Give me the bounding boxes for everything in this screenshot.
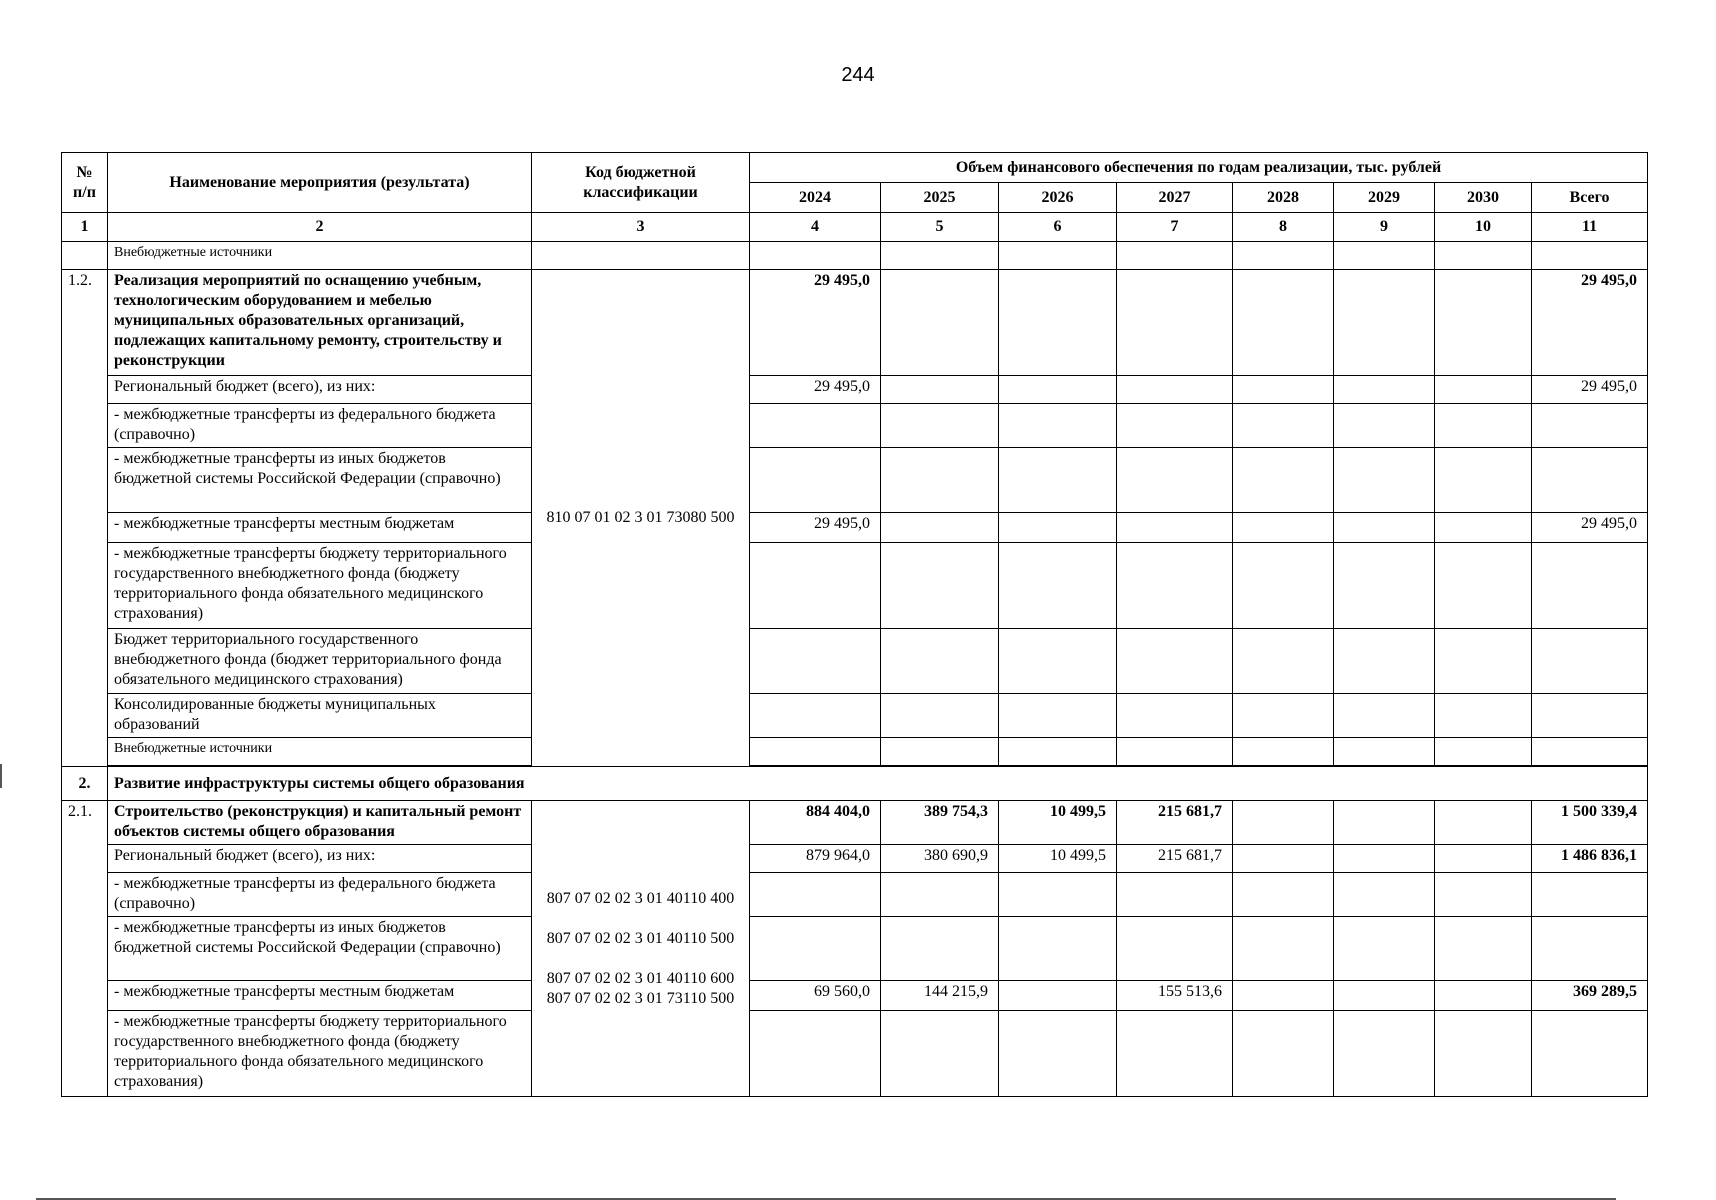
header-year-2027: 2027 — [1117, 183, 1233, 213]
value-2027: 155 513,6 — [1117, 981, 1233, 1011]
header-year-2030: 2030 — [1435, 183, 1532, 213]
value-2024: 29 495,0 — [750, 513, 881, 543]
table-row — [62, 694, 1648, 738]
value-total: 369 289,5 — [1532, 981, 1648, 1011]
table-row — [62, 543, 1648, 629]
value-2024: 29 495,0 — [750, 270, 881, 376]
column-numbers-row — [62, 213, 1648, 242]
value-2024: 69 560,0 — [750, 981, 881, 1011]
table-row — [62, 376, 1648, 404]
row-name: - межбюджетные трансферты бюджету территориального государственного внебюджетного фонда (бюджету территориального фонда обязательного медицинского страхования) — [108, 543, 532, 629]
budget-code: 810 07 01 02 3 01 73080 500 — [532, 270, 750, 767]
table-row — [62, 513, 1648, 543]
table-row — [62, 270, 1648, 376]
table-row — [62, 242, 1648, 270]
col-number: 6 — [999, 213, 1117, 242]
row-number: 2. — [62, 767, 108, 801]
scan-edge-mark — [0, 764, 2, 788]
value-2027: 215 681,7 — [1117, 801, 1233, 845]
row-name: Консолидированные бюджеты муниципальных образований — [108, 694, 532, 738]
row-name: - межбюджетные трансферты бюджету территориального государственного внебюджетного фонда (бюджету территориального фонда обязательного медицинского страхования) — [108, 1011, 532, 1097]
value-2026: 10 499,5 — [999, 845, 1117, 873]
row-name: - межбюджетные трансферты из иных бюджетов бюджетной системы Российской Федерации (справочно) — [108, 448, 532, 513]
row-name: Реализация мероприятий по оснащению учебным, технологическим оборудованием и мебелью муниципальных образовательных организаций, подлежащих капитальному ремонту, строительству и реконструкции — [108, 270, 532, 376]
col-number: 5 — [881, 213, 999, 242]
table-row — [62, 873, 1648, 917]
table-row — [62, 448, 1648, 513]
header-name: Наименование мероприятия (результата) — [108, 153, 532, 213]
value-2025: 380 690,9 — [881, 845, 999, 873]
row-name: - межбюджетные трансферты из федерального бюджета (справочно) — [108, 404, 532, 448]
value-2027: 215 681,7 — [1117, 845, 1233, 873]
col-number: 4 — [750, 213, 881, 242]
value-total: 29 495,0 — [1532, 376, 1648, 404]
table-row — [62, 981, 1648, 1011]
section-row — [62, 767, 1648, 801]
value-2024: 884 404,0 — [750, 801, 881, 845]
header-year-2024: 2024 — [750, 183, 881, 213]
row-name: - межбюджетные трансферты из иных бюджетов бюджетной системы Российской Федерации (справочно) — [108, 917, 532, 981]
section-title: Развитие инфраструктуры системы общего образования — [108, 767, 1648, 801]
header-year-2028: 2028 — [1233, 183, 1334, 213]
header-code: Код бюджетной классификации — [532, 153, 750, 213]
row-number: 2.1. — [62, 801, 108, 1097]
header-total: Всего — [1532, 183, 1648, 213]
value-total: 29 495,0 — [1532, 270, 1648, 376]
header-volume: Объем финансового обеспечения по годам реализации, тыс. рублей — [750, 153, 1648, 183]
page-number: 244 — [841, 64, 875, 86]
budget-table — [61, 152, 1648, 1097]
header-year-2025: 2025 — [881, 183, 999, 213]
header-year-2029: 2029 — [1334, 183, 1435, 213]
col-number: 11 — [1532, 213, 1648, 242]
col-number: 2 — [108, 213, 532, 242]
col-number: 9 — [1334, 213, 1435, 242]
col-number: 3 — [532, 213, 750, 242]
row-name: Внебюджетные источники — [108, 738, 532, 766]
row-name: Строительство (реконструкция) и капитальный ремонт объектов системы общего образования — [108, 801, 532, 845]
value-2025: 144 215,9 — [881, 981, 999, 1011]
value-total: 1 500 339,4 — [1532, 801, 1648, 845]
header-year-2026: 2026 — [999, 183, 1117, 213]
table-row — [62, 801, 1648, 845]
col-number: 1 — [62, 213, 108, 242]
table-row — [62, 404, 1648, 448]
table-row — [62, 845, 1648, 873]
row-name: Внебюджетные источники — [108, 242, 532, 270]
table-row — [62, 629, 1648, 694]
row-name: Бюджет территориального государственного внебюджетного фонда (бюджет территориального фонда обязательного медицинского страхования) — [108, 629, 532, 694]
value-2025: 389 754,3 — [881, 801, 999, 845]
budget-code: 807 07 02 02 3 01 40110 400 807 07 02 02 3 01 40110 500 807 07 02 02 3 01 40110 600 807 07 02 02 3 01 73110 500 — [532, 801, 750, 1097]
header-row — [62, 153, 1648, 183]
col-number: 10 — [1435, 213, 1532, 242]
table-row — [62, 1011, 1648, 1097]
value-2024: 879 964,0 — [750, 845, 881, 873]
row-name: - межбюджетные трансферты местным бюджетам — [108, 981, 532, 1011]
row-name: Региональный бюджет (всего), из них: — [108, 845, 532, 873]
table-row — [62, 738, 1648, 766]
row-name: - межбюджетные трансферты местным бюджетам — [108, 513, 532, 543]
row-name: - межбюджетные трансферты из федерального бюджета (справочно) — [108, 873, 532, 917]
value-2024: 29 495,0 — [750, 376, 881, 404]
col-number: 8 — [1233, 213, 1334, 242]
value-total: 1 486 836,1 — [1532, 845, 1648, 873]
row-number: 1.2. — [62, 270, 108, 767]
col-number: 7 — [1117, 213, 1233, 242]
value-2026: 10 499,5 — [999, 801, 1117, 845]
table-row — [62, 917, 1648, 981]
header-no: № п/п — [62, 153, 108, 213]
value-total: 29 495,0 — [1532, 513, 1648, 543]
row-name: Региональный бюджет (всего), из них: — [108, 376, 532, 404]
